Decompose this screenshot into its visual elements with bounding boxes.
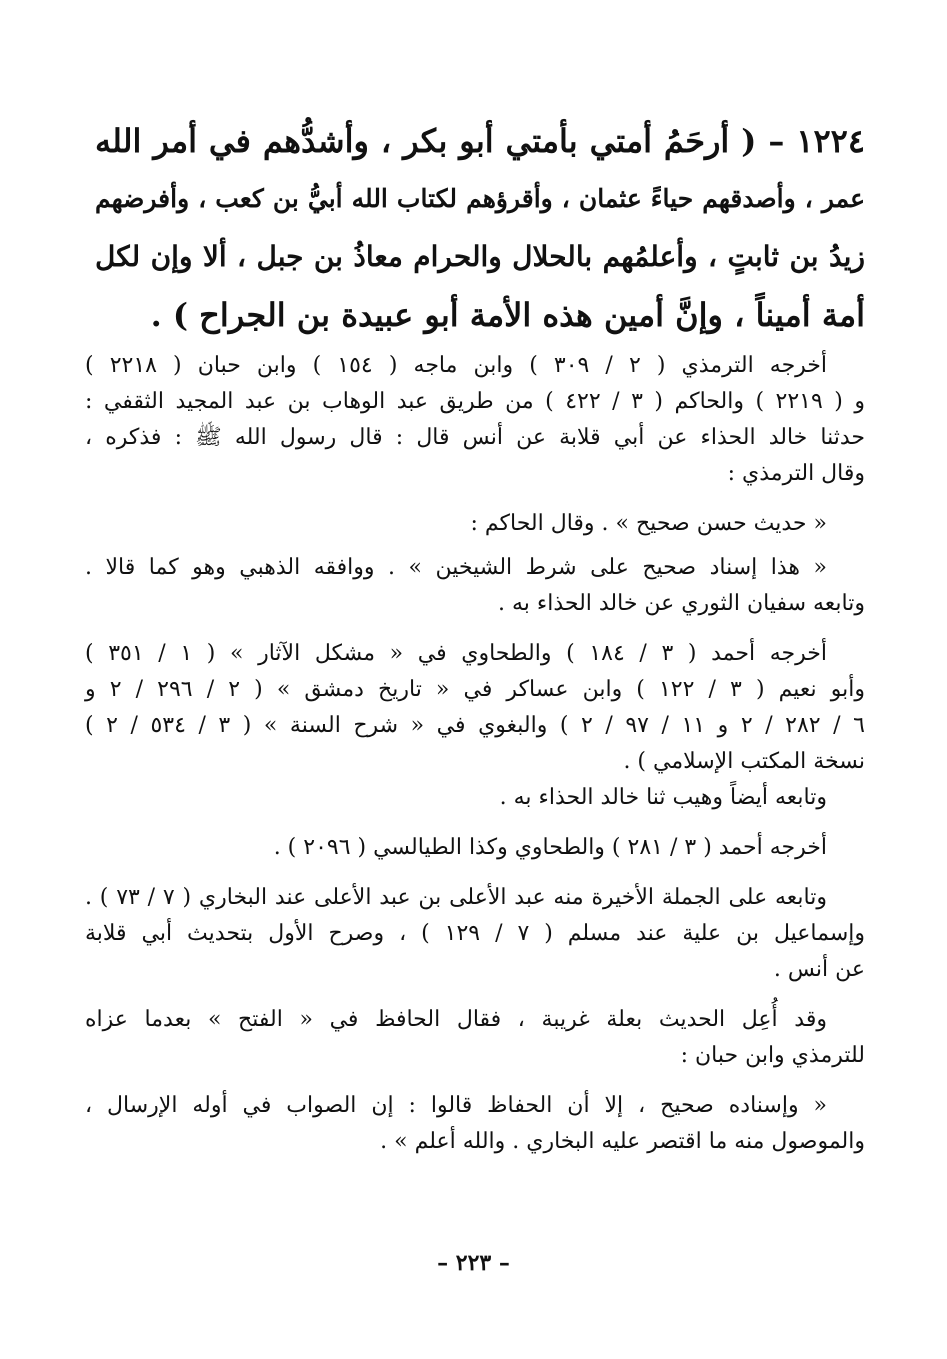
text-line: عن أنس . (773, 957, 865, 982)
text-line: « وإسناده صحيح ، إلا أن الحفاظ قالوا : إن الصواب في أوله الإرسال ، (85, 1093, 827, 1118)
text-line: وإسماعيل بن علية عند مسلم ( ٧ / ١٢٩ ) ، وصرح الأول بتحديث أبي قلابة (85, 921, 865, 946)
hadith-line: ١٢٢٤ – ( أرحَمُ أمتي بأمتي أبو بكر ، وأشدُّهم في أمر الله (95, 122, 865, 160)
commentary (85, 348, 865, 1160)
quote-hakim (85, 550, 865, 622)
text-line: و ( ٢٢١٩ ) والحاكم ( ٣ / ٤٢٢ ) من طريق عبد الوهاب بن عبد المجيد الثقفي : (85, 389, 865, 414)
hadith-line: زيدُ بن ثابتٍ ، وأعلمُهم بالحلال والحرام معاذُ بن جبل ، ألا وإن لكل (95, 240, 865, 273)
quote-tirmidhi: « حديث حسن صحيح » . وقال الحاكم : (470, 511, 827, 536)
text-line: أخرجه أحمد ( ٣ / ١٨٤ ) والطحاوي في « مشكل الآثار » ( ١ / ٣٥١ ) (85, 641, 827, 666)
text-line: والموصول منه ما اقتصر عليه البخاري . والله أعلم » . (380, 1129, 865, 1154)
hadith-text (95, 112, 865, 344)
paragraph-wuhayb: وتابعه أيضاً وهيب ثنا خالد الحذاء به . (499, 785, 827, 810)
text-line: أخرجه الترمذي ( ٢ / ٣٠٩ ) وابن ماجه ( ١٥٤ ) وابن حبان ( ٢٢١٨ ) (85, 353, 828, 378)
hadith-line: عمر ، وأصدقهم حياءً عثمان ، وأقرؤهم لكتاب الله أبيُّ بن كعب ، وأفرضهم (95, 184, 865, 213)
text-line: وأبو نعيم ( ٣ / ١٢٢ ) وابن عساكر في « تاريخ دمشق » ( ٢ / ٢٩٦ / ٢ و (85, 677, 865, 702)
text-line: حدثنا خالد الحذاء عن أبي قلابة عن أنس قال : قال رسول الله ﷺ : فذكره ، (85, 425, 865, 450)
hadith-line: أمة أميناً ، وإنَّ أمين هذه الأمة أبو عبيدة بن الجراح ) . (150, 296, 865, 334)
text-line: وقال الترمذي : (727, 461, 865, 486)
text-line: وقد أُعِل الحديث بعلة غريبة ، فقال الحافظ في « الفتح » بعدما عزاه (85, 1007, 827, 1032)
text-line: وتابعه على الجملة الأخيرة منه عبد الأعلى بن عبد الأعلى عند البخاري ( ٧ / ٧٣ ) . (85, 885, 827, 910)
paragraph-bukhari (85, 880, 865, 988)
paragraph-takhrij (85, 348, 865, 492)
text-line: للترمذي وابن حبان : (680, 1043, 865, 1068)
text-line: نسخة المكتب الإسلامي ) . (623, 749, 865, 774)
paragraph-ahmad (85, 636, 865, 780)
quote-hafiz (85, 1088, 865, 1160)
text-line: « هذا إسناد صحيح على شرط الشيخين » . ووافقه الذهبي وهو كما قالا . (85, 555, 827, 580)
page-number: – ٢٢٣ – (437, 1250, 510, 1276)
text-line: ٦ / ٢٨٢ / ٢ و ١١ / ٩٧ / ٢ ) والبغوي في « شرح السنة » ( ٣ / ٥٣٤ / ٢ ) (85, 713, 865, 738)
text-line: وتابعه سفيان الثوري عن خالد الحذاء به . (497, 591, 865, 616)
paragraph-fath (85, 1002, 865, 1074)
paragraph-tayalisi: أخرجه أحمد ( ٣ / ٢٨١ ) والطحاوي وكذا الطيالسي ( ٢٠٩٦ ) . (273, 835, 827, 860)
